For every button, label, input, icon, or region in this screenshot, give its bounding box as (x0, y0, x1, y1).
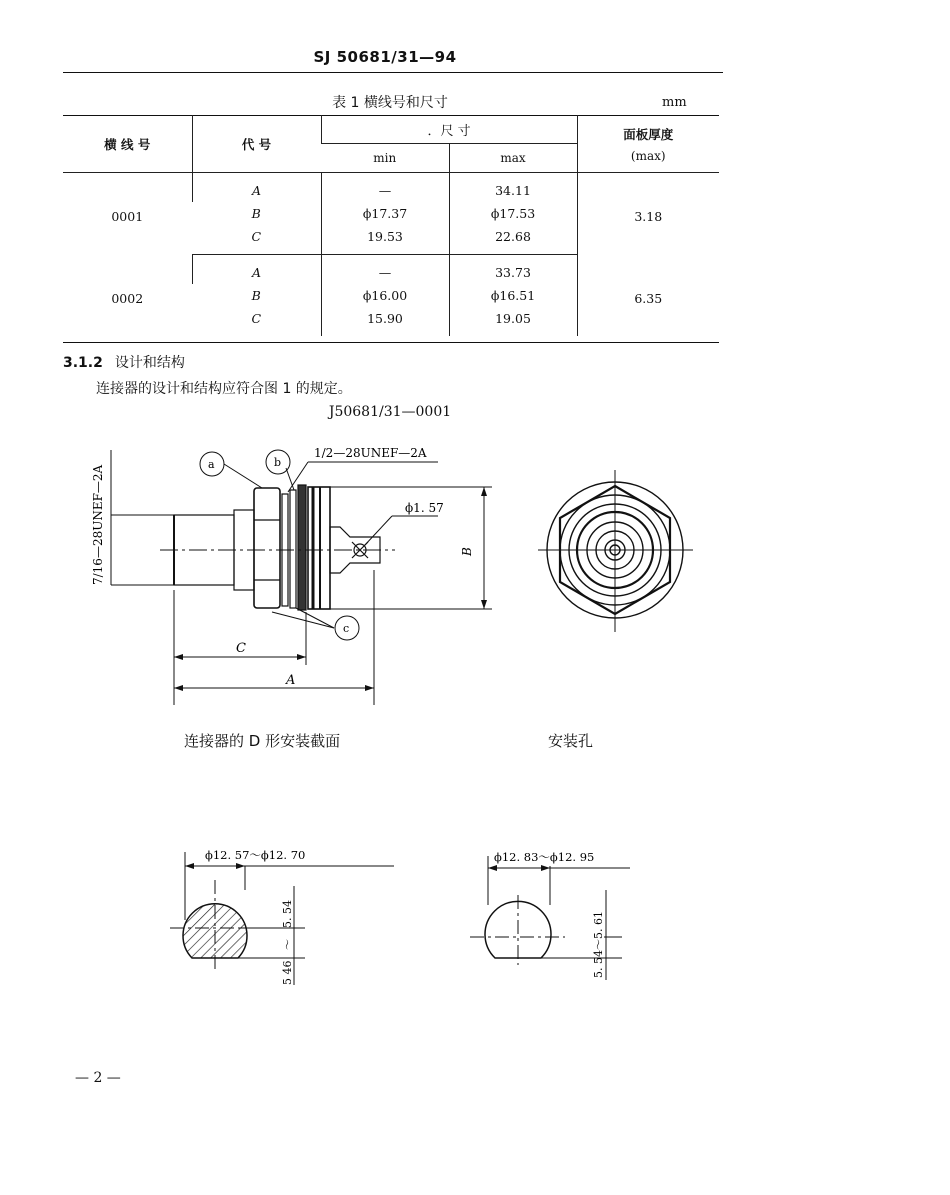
main-thread-label: 1/2—28UNEF—2A (314, 446, 427, 460)
max-cell: 22.68 (449, 225, 577, 255)
dim-a-label: A (286, 673, 296, 688)
max-cell: ϕ17.53 (449, 202, 577, 225)
connector-side-view (160, 485, 395, 610)
dim-b-label: B (460, 547, 474, 556)
figure-label-mounting-hole: 安装孔 (548, 732, 594, 750)
code-cell: B (251, 288, 261, 303)
code-cell: C (192, 225, 321, 255)
side-thread-label: 7/16—28UNEF—2A (91, 464, 105, 585)
header-line-number: 横 线 号 (63, 115, 192, 173)
table-unit: mm (662, 95, 687, 110)
max-cell: 19.05 (449, 307, 577, 336)
code-cell: B (251, 206, 261, 221)
section-paragraph: 连接器的设计和结构应符合图 1 的规定。 (96, 381, 352, 397)
callout-b: b (274, 456, 282, 469)
max-cell: 34.11 (449, 173, 577, 203)
panel-cell: 6.35 (577, 255, 719, 337)
document-code: SJ 50681/31—94 (313, 48, 457, 66)
callout-a: a (208, 458, 215, 471)
header-min: min (321, 144, 449, 173)
page-number: — 2 — (75, 1070, 121, 1086)
min-cell: — (321, 173, 449, 203)
connector-end-view (538, 470, 693, 632)
figure-label-d-section: 连接器的 D 形安装截面 (184, 732, 341, 750)
max-cell: 33.73 (449, 255, 577, 285)
header-panel-label: 面板厚度 (623, 126, 674, 142)
code-cell: C (251, 311, 262, 326)
min-cell: ϕ16.00 (321, 284, 449, 307)
min-cell: — (321, 255, 449, 285)
d-right-diameter-label: ϕ12. 83～ϕ12. 95 (494, 850, 595, 864)
d-left-flat-label: 5. 54 (281, 900, 294, 928)
hole-diameter-label: ϕ1. 57 (405, 501, 444, 515)
line-number-cell: 0002 (111, 290, 144, 306)
d-hole-right (470, 856, 630, 980)
header-max: max (449, 144, 577, 173)
figure-code: J50681/31—0001 (328, 404, 452, 420)
code-cell: A (192, 173, 321, 203)
min-cell: ϕ17.37 (321, 202, 449, 225)
d-right-flat-label: 5. 54～5. 61 (592, 911, 605, 978)
panel-cell: 3.18 (577, 173, 719, 255)
min-cell: 15.90 (321, 307, 449, 336)
max-cell: ϕ16.51 (449, 284, 577, 307)
min-cell: 19.53 (321, 225, 449, 255)
line-number-cell: 0001 (111, 209, 144, 225)
callout-c: c (343, 622, 350, 635)
header-code: 代 号 (192, 115, 321, 173)
dim-c-label: C (236, 641, 246, 656)
section-title: 设计和结构 (114, 355, 185, 371)
section-number: 3.1.2 (63, 355, 103, 371)
d-left-flat2-label: 5 46 (281, 960, 294, 985)
d-left-tilde: ～ (281, 939, 294, 950)
code-cell: A (192, 255, 321, 285)
header-panel-max: (max) (630, 148, 666, 163)
table-caption: 表 1 横线号和尺寸 (332, 95, 448, 111)
d-left-diameter-label: ϕ12. 57～ϕ12. 70 (205, 848, 306, 862)
header-size: ．尺 寸 (321, 115, 577, 144)
